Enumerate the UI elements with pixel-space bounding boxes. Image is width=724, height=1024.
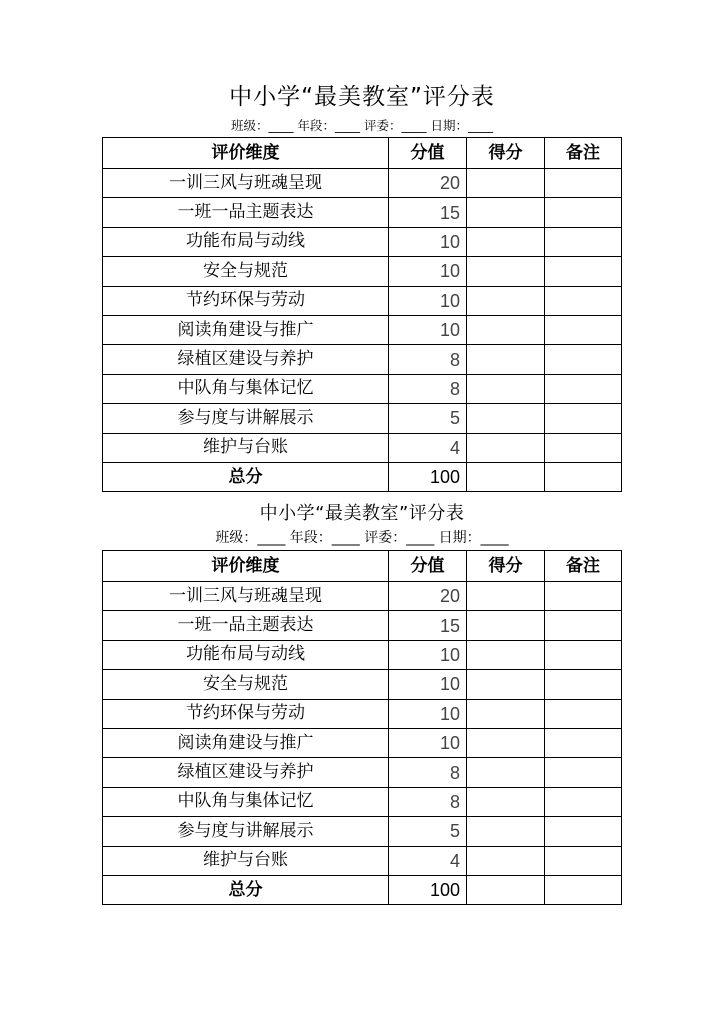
score-cell: 10	[389, 699, 467, 728]
score-cell: 8	[389, 758, 467, 787]
remarks-cell[interactable]	[545, 611, 622, 640]
remarks-cell[interactable]	[545, 404, 622, 433]
class-blank: ____	[268, 118, 294, 133]
judge-label: 评委：	[363, 118, 402, 133]
date-blank: ____	[468, 118, 493, 133]
score-cell: 10	[389, 315, 467, 344]
table-row	[103, 728, 622, 757]
obtained-cell[interactable]	[467, 227, 545, 256]
dimension-cell: 节约环保与劳动	[103, 699, 389, 728]
judge-blank: ____	[401, 118, 427, 133]
score-cell: 4	[389, 433, 467, 462]
dimension-cell: 功能布局与动线	[103, 640, 389, 669]
remarks-cell[interactable]	[545, 433, 622, 462]
class-blank: ____	[257, 530, 286, 546]
table-row	[103, 433, 622, 462]
dimension-cell: 维护与台账	[103, 433, 389, 462]
score-cell: 5	[389, 404, 467, 433]
dimension-cell: 安全与规范	[103, 257, 389, 286]
remarks-cell[interactable]	[545, 817, 622, 846]
judge-label: 评委：	[364, 530, 407, 546]
dimension-cell: 一班一品主题表达	[103, 611, 389, 640]
table-row	[103, 758, 622, 787]
header-score: 分值	[389, 138, 467, 169]
remarks-cell[interactable]	[545, 227, 622, 256]
remarks-cell[interactable]	[545, 758, 622, 787]
score-cell: 10	[389, 227, 467, 256]
score-cell: 8	[389, 787, 467, 816]
table-header-row	[103, 138, 622, 169]
dimension-cell: 阅读角建设与推广	[103, 728, 389, 757]
obtained-cell[interactable]	[467, 404, 545, 433]
header-obtained: 得分	[467, 551, 545, 582]
table-row	[103, 169, 622, 198]
score-cell: 5	[389, 817, 467, 846]
score-cell: 20	[389, 169, 467, 198]
obtained-cell[interactable]	[467, 315, 545, 344]
date-blank: ____	[480, 530, 509, 546]
remarks-cell[interactable]	[545, 315, 622, 344]
remarks-cell[interactable]	[545, 345, 622, 374]
obtained-cell[interactable]	[467, 699, 545, 728]
obtained-cell[interactable]	[467, 817, 545, 846]
score-cell: 8	[389, 374, 467, 403]
remarks-cell[interactable]	[545, 846, 622, 875]
obtained-cell[interactable]	[467, 670, 545, 699]
dimension-cell: 参与度与讲解展示	[103, 817, 389, 846]
dimension-cell: 一训三风与班魂呈现	[103, 582, 389, 611]
obtained-cell[interactable]	[467, 611, 545, 640]
dimension-cell: 中队角与集体记忆	[103, 374, 389, 403]
form-info-line	[0, 120, 724, 133]
total-label: 总分	[103, 462, 389, 491]
class-label: 班级：	[230, 118, 269, 133]
header-dimension: 评价维度	[103, 138, 389, 169]
score-cell: 10	[389, 257, 467, 286]
table-row	[103, 611, 622, 640]
grade-blank: ____	[331, 530, 360, 546]
remarks-cell[interactable]	[545, 257, 622, 286]
dimension-cell: 安全与规范	[103, 670, 389, 699]
total-score: 100	[389, 875, 467, 904]
dimension-cell: 维护与台账	[103, 846, 389, 875]
total-label: 总分	[103, 875, 389, 904]
dimension-cell: 一训三风与班魂呈现	[103, 169, 389, 198]
table-row	[103, 582, 622, 611]
obtained-cell[interactable]	[467, 582, 545, 611]
dimension-cell: 阅读角建设与推广	[103, 315, 389, 344]
form-title: 中小学“最美教室”评分表	[259, 503, 465, 524]
remarks-cell[interactable]	[545, 787, 622, 816]
score-cell: 10	[389, 728, 467, 757]
header-score: 分值	[389, 551, 467, 582]
total-remarks-cell[interactable]	[545, 462, 622, 491]
dimension-cell: 绿植区建设与养护	[103, 345, 389, 374]
obtained-cell[interactable]	[467, 374, 545, 403]
obtained-cell[interactable]	[467, 345, 545, 374]
score-cell: 10	[389, 670, 467, 699]
remarks-cell[interactable]	[545, 169, 622, 198]
dimension-cell: 中队角与集体记忆	[103, 787, 389, 816]
table-row	[103, 699, 622, 728]
table-row	[103, 640, 622, 669]
table-row	[103, 787, 622, 816]
grade-label: 年段：	[297, 118, 335, 133]
score-cell: 20	[389, 582, 467, 611]
remarks-cell[interactable]	[545, 582, 622, 611]
table-row	[103, 670, 622, 699]
score-cell: 10	[389, 286, 467, 315]
grade-label: 年段：	[289, 530, 332, 546]
table-row	[103, 315, 622, 344]
remarks-cell[interactable]	[545, 374, 622, 403]
remarks-cell[interactable]	[545, 640, 622, 669]
score-cell: 15	[389, 198, 467, 227]
date-label: 日期：	[438, 530, 481, 546]
table-row	[103, 817, 622, 846]
grade-blank: ____	[335, 118, 360, 133]
score-cell: 8	[389, 345, 467, 374]
score-table	[102, 137, 622, 492]
obtained-cell[interactable]	[467, 640, 545, 669]
dimension-cell: 功能布局与动线	[103, 227, 389, 256]
obtained-cell[interactable]	[467, 728, 545, 757]
header-remarks: 备注	[545, 551, 622, 582]
score-cell: 15	[389, 611, 467, 640]
obtained-cell[interactable]	[467, 198, 545, 227]
remarks-cell[interactable]	[545, 670, 622, 699]
table-row	[103, 374, 622, 403]
remarks-cell[interactable]	[545, 198, 622, 227]
total-remarks-cell[interactable]	[545, 875, 622, 904]
obtained-cell[interactable]	[467, 169, 545, 198]
score-cell: 4	[389, 846, 467, 875]
header-dimension: 评价维度	[103, 551, 389, 582]
table-row	[103, 257, 622, 286]
total-row	[103, 875, 622, 904]
total-row	[103, 462, 622, 491]
score-table	[102, 550, 622, 905]
total-score: 100	[389, 462, 467, 491]
obtained-cell[interactable]	[467, 758, 545, 787]
dimension-cell: 绿植区建设与养护	[103, 758, 389, 787]
date-label: 日期：	[430, 118, 468, 133]
remarks-cell[interactable]	[545, 728, 622, 757]
table-row	[103, 286, 622, 315]
remarks-cell[interactable]	[545, 286, 622, 315]
table-row	[103, 345, 622, 374]
table-header-row	[103, 551, 622, 582]
table-row	[103, 227, 622, 256]
remarks-cell[interactable]	[545, 699, 622, 728]
dimension-cell: 节约环保与劳动	[103, 286, 389, 315]
dimension-cell: 参与度与讲解展示	[103, 404, 389, 433]
dimension-cell: 一班一品主题表达	[103, 198, 389, 227]
table-row	[103, 198, 622, 227]
header-remarks: 备注	[545, 138, 622, 169]
obtained-cell[interactable]	[467, 433, 545, 462]
total-obtained-cell[interactable]	[467, 462, 545, 491]
form-title: 中小学“最美教室”评分表	[229, 84, 495, 110]
score-cell: 10	[389, 640, 467, 669]
obtained-cell[interactable]	[467, 787, 545, 816]
total-obtained-cell[interactable]	[467, 875, 545, 904]
obtained-cell[interactable]	[467, 846, 545, 875]
obtained-cell[interactable]	[467, 286, 545, 315]
table-row	[103, 846, 622, 875]
table-row	[103, 404, 622, 433]
obtained-cell[interactable]	[467, 257, 545, 286]
class-label: 班级：	[215, 530, 258, 546]
header-obtained: 得分	[467, 138, 545, 169]
judge-blank: ____	[406, 530, 435, 546]
form-info-line	[0, 531, 724, 545]
